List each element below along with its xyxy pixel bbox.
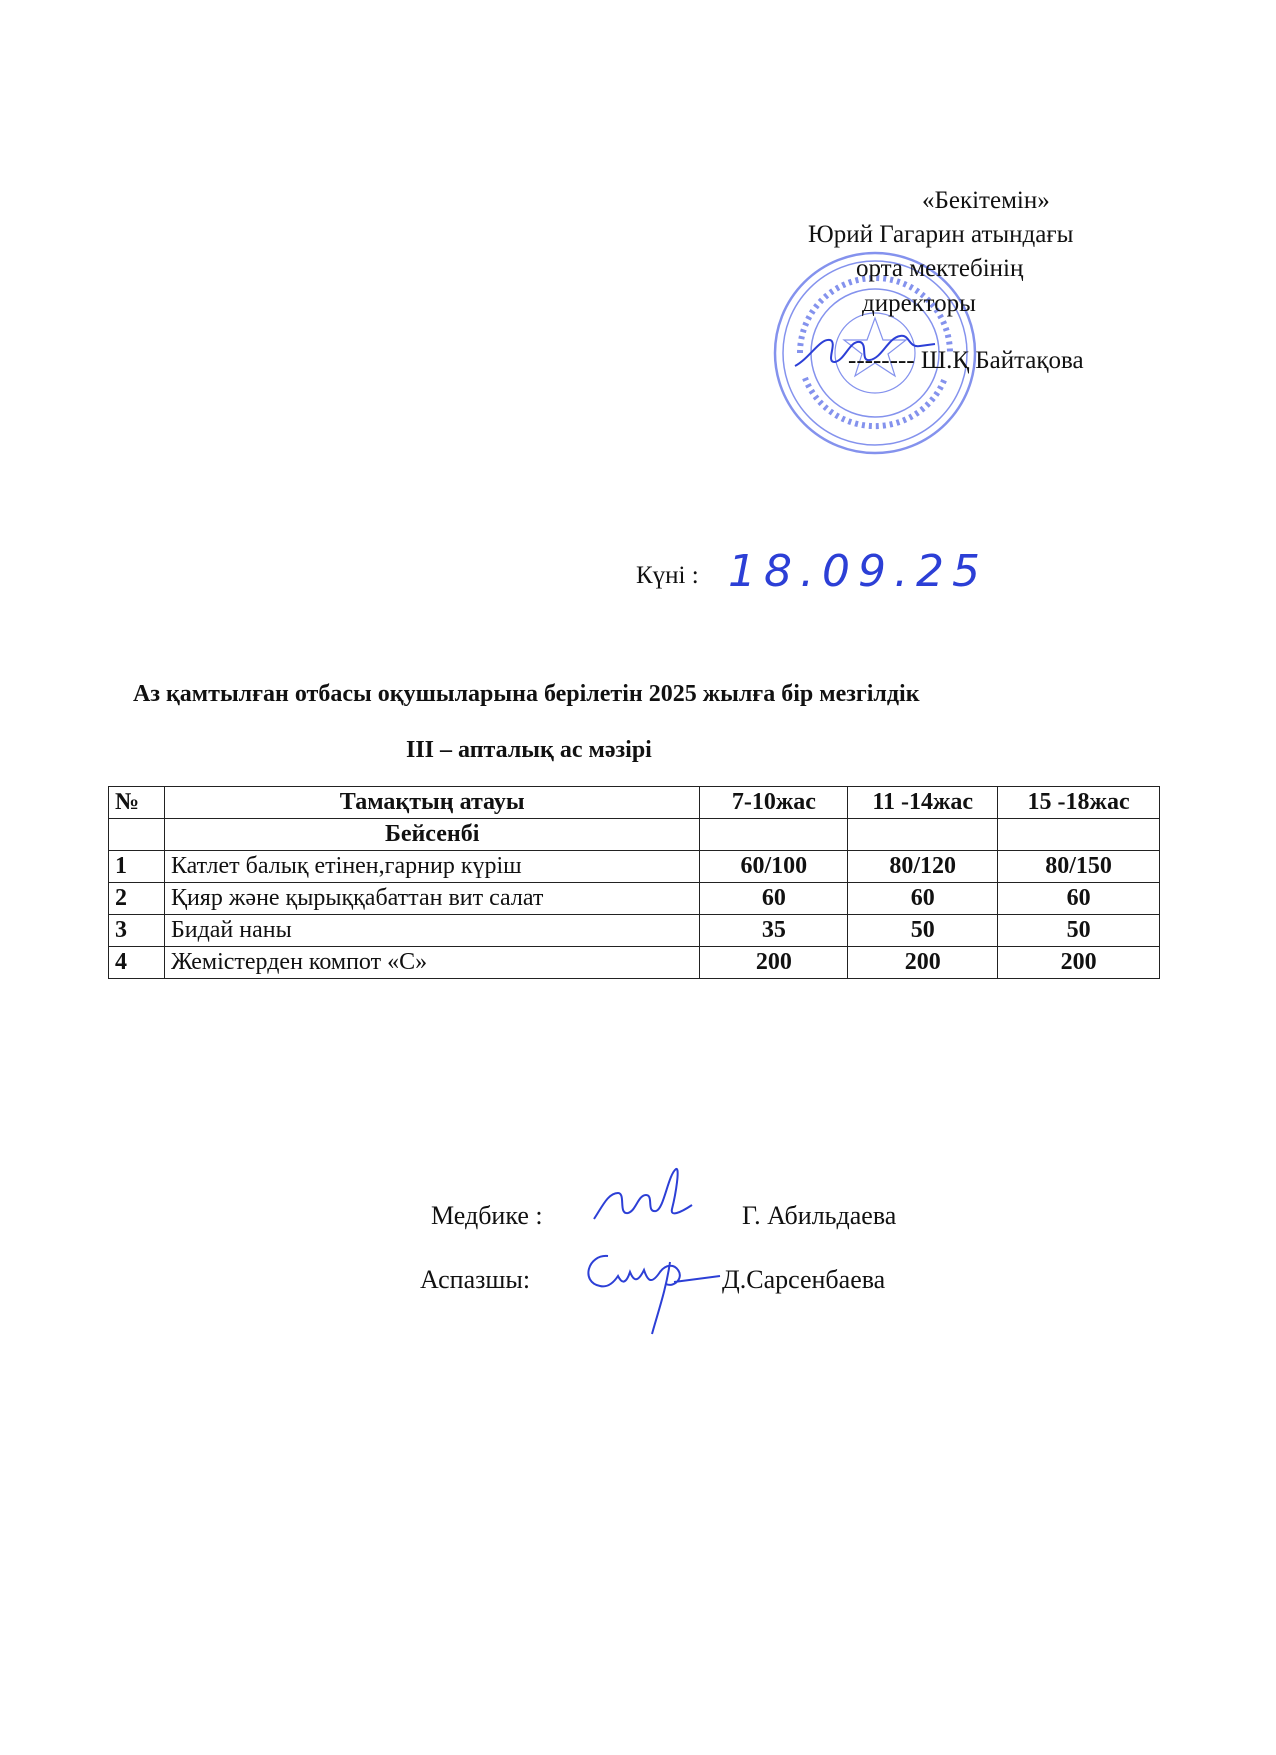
day-row: [109, 819, 1160, 851]
header-age-15-18: 15 -18жас: [998, 787, 1160, 819]
header-number: №: [109, 787, 165, 819]
header-dish-name: Тамақтың атауы: [164, 787, 700, 819]
table-row: [109, 883, 1160, 915]
approval-school-name: Юрий Гагарин атындағы: [808, 221, 1074, 248]
row-number: 1: [109, 851, 165, 883]
approval-heading: «Бекітемін»: [922, 187, 1050, 214]
table-row: [109, 947, 1160, 979]
approval-director-signature-line: -------- Ш.Қ Байтақова: [848, 347, 1084, 374]
portion-11-14: 200: [848, 947, 998, 979]
table-row: [109, 915, 1160, 947]
portion-11-14: 50: [848, 915, 998, 947]
row-number: 4: [109, 947, 165, 979]
day-name: Бейсенбі: [164, 819, 700, 851]
menu-table: [108, 786, 1160, 979]
menu-title: Аз қамтылған отбасы оқушыларына берілетін 2025 жылға бір мезгілдік: [133, 681, 920, 707]
portion-15-18: 50: [998, 915, 1160, 947]
header-age-7-10: 7-10жас: [700, 787, 848, 819]
table-header-row: [109, 787, 1160, 819]
cook-name: Д.Сарсенбаева: [722, 1265, 886, 1294]
table-row: [109, 851, 1160, 883]
dish-name: Қияр және қырыққабаттан вит салат: [164, 883, 700, 915]
portion-15-18: 200: [998, 947, 1160, 979]
portion-11-14: 80/120: [848, 851, 998, 883]
dish-name: Бидай наны: [164, 915, 700, 947]
portion-7-10: 200: [700, 947, 848, 979]
date-label: Күні :: [636, 562, 699, 589]
nurse-signature: [588, 1163, 698, 1233]
cook-signature: [574, 1242, 724, 1338]
nurse-name: Г. Абильдаева: [742, 1201, 897, 1230]
director-signature: [790, 318, 940, 378]
portion-7-10: 60: [700, 883, 848, 915]
date-value: 18.09.25: [728, 546, 988, 597]
portion-7-10: 35: [700, 915, 848, 947]
portion-15-18: 60: [998, 883, 1160, 915]
menu-subtitle: ІІІ – апталық ас мәзірі: [406, 737, 652, 763]
approval-school-type: орта мектебінің: [856, 255, 1024, 282]
approval-position: директоры: [862, 290, 976, 317]
cook-label: Аспазшы:: [420, 1265, 531, 1294]
portion-15-18: 80/150: [998, 851, 1160, 883]
row-number: 3: [109, 915, 165, 947]
dish-name: Катлет балық етінен,гарнир күріш: [164, 851, 700, 883]
nurse-label: Медбике :: [431, 1201, 543, 1230]
row-number: 2: [109, 883, 165, 915]
dish-name: Жемістерден компот «С»: [164, 947, 700, 979]
portion-7-10: 60/100: [700, 851, 848, 883]
portion-11-14: 60: [848, 883, 998, 915]
header-age-11-14: 11 -14жас: [848, 787, 998, 819]
